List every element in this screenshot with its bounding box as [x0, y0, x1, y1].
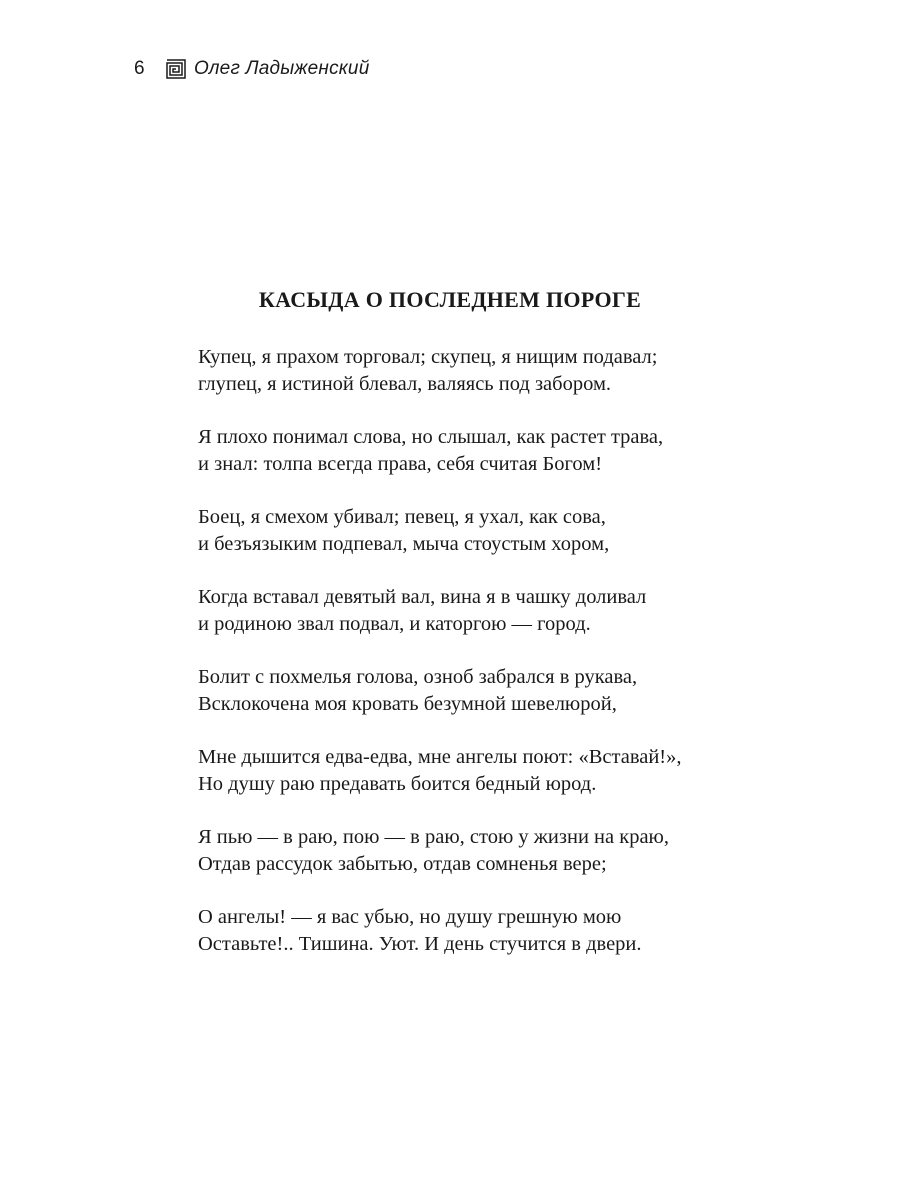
poem-line: Я плохо понимал слова, но слышал, как растет трава,: [198, 426, 664, 448]
stanza: [198, 904, 818, 958]
stanza: [198, 584, 818, 638]
poem-line: Болит с похмелья голова, озноб забрался в рукава,: [198, 666, 638, 688]
poem-line: Всклокочена моя кровать безумной шевелюрой,: [198, 693, 617, 715]
poem-line: Купец, я прахом торговал; скупец, я нищим подавал;: [198, 346, 658, 368]
poem-line: Отдав рассудок забытью, отдав сомненья вере;: [198, 853, 607, 875]
square-spiral-icon: [166, 59, 186, 79]
stanza: [198, 344, 818, 398]
poem-title: КАСЫДА О ПОСЛЕДНЕМ ПОРОГЕ: [258, 287, 642, 312]
poem-line: и знал: толпа всегда права, себя считая Богом!: [198, 453, 603, 475]
poem-line: Оставьте!.. Тишина. Уют. И день стучится в двери.: [198, 933, 642, 955]
poem-line: глупец, я истиной блевал, валяясь под забором.: [198, 373, 612, 395]
poem-line: Когда вставал девятый вал, вина я в чашку доливал: [198, 586, 647, 608]
poem-body: [198, 344, 818, 984]
poem-line: Но душу раю предавать боится бедный юрод.: [198, 773, 597, 795]
stanza: [198, 504, 818, 558]
stanza: [198, 424, 818, 478]
poem-line: Мне дышится едва-едва, мне ангелы поют: «Вставай!»,: [198, 746, 682, 768]
poem-line: и безъязыким подпевал, мыча стоустым хором,: [198, 533, 610, 555]
running-head-author: Олег Ладыженский: [194, 58, 370, 79]
stanza: [198, 744, 818, 798]
poem-line: Я пью — в раю, пою — в раю, стою у жизни на краю,: [198, 826, 669, 848]
stanza: [198, 824, 818, 878]
running-head: [134, 56, 369, 82]
poem-line: и родиною звал подвал, и каторгою — город.: [198, 613, 591, 635]
poem-line: О ангелы! — я вас убью, но душу грешную мою: [198, 906, 622, 928]
page-number: 6: [134, 58, 145, 79]
poem-line: Боец, я смехом убивал; певец, я ухал, как сова,: [198, 506, 606, 528]
stanza: [198, 664, 818, 718]
